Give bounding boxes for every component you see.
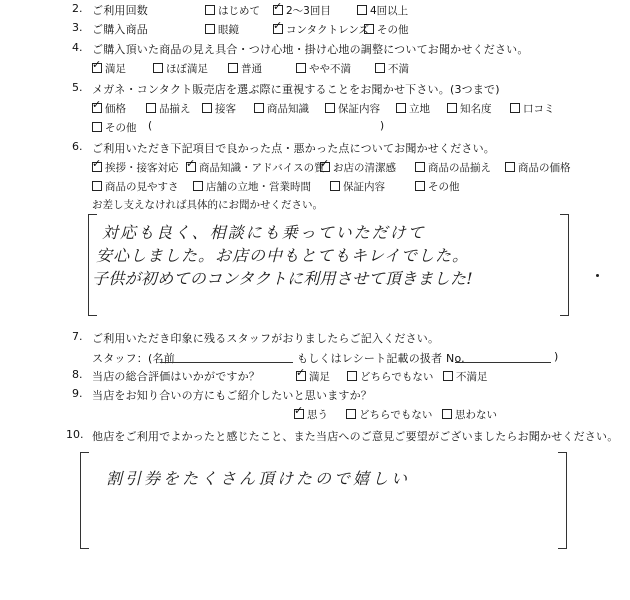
q2-option-second[interactable]: ✓ 2～3回目 xyxy=(273,3,331,18)
checkbox[interactable] xyxy=(346,409,356,419)
q10-text: 他店をご利用でよかったと感じたこと、また当店へのご意見ご要望がございましたらお聞かせください。 xyxy=(92,430,619,443)
q7-number: 7. xyxy=(72,330,83,343)
q6-handwritten-line-2: 安心しました。お店の中もとてもキレイでした。 xyxy=(96,246,470,265)
q8-number: 8. xyxy=(72,368,83,381)
q6-option-other[interactable]: その他 xyxy=(415,179,460,194)
q6-comment-bracket-right xyxy=(560,214,569,316)
checkbox[interactable] xyxy=(92,122,102,132)
checkbox-checked[interactable] xyxy=(273,5,283,15)
q7-text: ご利用いただき印象に残るスタッフがおりましたらご記入ください。 xyxy=(92,332,440,345)
q6-option-price[interactable]: 商品の価格 xyxy=(505,160,571,175)
checkbox-checked[interactable] xyxy=(92,162,102,172)
q2-option-third[interactable]: 4回以上 xyxy=(357,3,408,18)
q6-option-greeting[interactable]: ✓挨拶・接客対応 xyxy=(92,160,179,175)
q8-option-dissatisfied[interactable]: 不満足 xyxy=(443,369,488,384)
q6-option-location[interactable]: 店舗の立地・営業時間 xyxy=(193,179,311,194)
q3-option-contacts[interactable]: ✓ コンタクトレンズ xyxy=(273,22,369,37)
checkbox[interactable] xyxy=(357,5,367,15)
q5-option-price[interactable]: ✓価格 xyxy=(92,101,126,116)
q6-specific-prompt: お差し支えなければ具体的にお聞かせください。 xyxy=(92,199,323,211)
q4-number: 4. xyxy=(72,41,83,54)
q5-text: メガネ・コンタクト販売店を選ぶ際に重視することをお聞かせ下さい。(3つまで) xyxy=(92,83,500,96)
q6-option-visibility[interactable]: 商品の見やすさ xyxy=(92,179,179,194)
checkbox[interactable] xyxy=(510,103,520,113)
checkbox[interactable] xyxy=(146,103,156,113)
checkbox[interactable] xyxy=(205,5,215,15)
q9-option-yes[interactable]: ✓思う xyxy=(294,407,328,422)
q9-option-neutral[interactable]: どちらでもない xyxy=(346,407,432,422)
q9-option-no[interactable]: 思わない xyxy=(442,407,497,422)
q4-option-mostly[interactable]: ほぼ満足 xyxy=(153,61,208,76)
checkbox[interactable] xyxy=(330,181,340,191)
q6-option-cleanliness[interactable]: ✓ お店の清潔感 xyxy=(320,160,396,175)
q4-text: ご購入頂いた商品の見え具合・つけ心地・掛け心地の調整についてお聞かせください。 xyxy=(92,43,529,56)
checkbox-checked[interactable] xyxy=(294,409,304,419)
checkbox[interactable] xyxy=(325,103,335,113)
q5-option-reviews[interactable]: 口コミ xyxy=(510,101,555,116)
checkbox[interactable] xyxy=(415,162,425,172)
q7-receipt-label: もしくはレシート記載の扱者 No. xyxy=(297,352,465,365)
checkbox-checked[interactable] xyxy=(186,162,196,172)
checkbox[interactable] xyxy=(442,409,452,419)
checkbox[interactable] xyxy=(375,63,385,73)
checkbox-checked[interactable] xyxy=(92,63,102,73)
q3-option-other[interactable]: その他 xyxy=(364,22,409,37)
checkbox[interactable] xyxy=(347,371,357,381)
q5-option-location[interactable]: 立地 xyxy=(396,101,430,116)
checkbox[interactable] xyxy=(396,103,406,113)
q9-text: 当店をお知り合いの方にもご紹介したいと思いますか？ xyxy=(92,389,372,402)
q8-text: 当店の総合評価はいかがですか？ xyxy=(92,370,260,383)
q6-handwritten-line-1: 対応も良く、相談にも乗っていただけて xyxy=(102,223,426,242)
q7-receipt-field[interactable] xyxy=(455,362,551,363)
checkbox-checked[interactable] xyxy=(273,24,283,34)
q5-option-brand[interactable]: 知名度 xyxy=(447,101,492,116)
q6-option-selection[interactable]: 商品の品揃え xyxy=(415,160,491,175)
q6-option-warranty[interactable]: 保証内容 xyxy=(330,179,385,194)
checkbox[interactable] xyxy=(205,24,215,34)
q2-option-first[interactable]: はじめて xyxy=(205,3,260,18)
checkbox[interactable] xyxy=(505,162,515,172)
checkbox-checked[interactable] xyxy=(296,371,306,381)
q2-number: 2. xyxy=(72,2,83,15)
q2-text: ご利用回数 xyxy=(92,4,148,17)
q5-option-selection[interactable]: 品揃え xyxy=(146,101,191,116)
checkbox[interactable] xyxy=(296,63,306,73)
q5-other-close-paren: ) xyxy=(380,120,385,132)
checkbox-checked[interactable] xyxy=(320,162,330,172)
q5-option-other[interactable]: その他 xyxy=(92,120,137,135)
checkbox[interactable] xyxy=(228,63,238,73)
checkbox[interactable] xyxy=(447,103,457,113)
q3-option-glasses[interactable]: 眼鏡 xyxy=(205,22,239,37)
checkbox[interactable] xyxy=(443,371,453,381)
q9-number: 9. xyxy=(72,387,83,400)
checkbox[interactable] xyxy=(153,63,163,73)
q4-option-satisfied[interactable]: ✓満足 xyxy=(92,61,126,76)
checkbox[interactable] xyxy=(202,103,212,113)
q6-option-advice[interactable]: ✓ 商品知識・アドバイスの質 xyxy=(186,160,325,175)
q6-number: 6. xyxy=(72,140,83,153)
q5-option-service[interactable]: 接客 xyxy=(202,101,236,116)
q5-other-open-paren: ( xyxy=(148,120,153,132)
q6-handwritten-line-3: 子供が初めてのコンタクトに利用させて頂きました! xyxy=(92,269,473,288)
q5-option-warranty[interactable]: 保証内容 xyxy=(325,101,380,116)
q6-text: ご利用いただき下記項目で良かった点・悪かった点についてお聞かせください。 xyxy=(92,142,495,155)
q7-staff-label: スタッフ：(名前 xyxy=(92,352,175,365)
checkbox[interactable] xyxy=(415,181,425,191)
q3-text: ご購入商品 xyxy=(92,23,148,36)
q5-number: 5. xyxy=(72,81,83,94)
stray-mark xyxy=(596,274,599,277)
q10-comment-bracket-left xyxy=(80,452,89,549)
checkbox[interactable] xyxy=(92,181,102,191)
q4-option-normal[interactable]: 普通 xyxy=(228,61,262,76)
q7-close-paren: ) xyxy=(554,350,559,363)
q4-option-dissatisfied[interactable]: 不満 xyxy=(375,61,409,76)
checkbox[interactable] xyxy=(254,103,264,113)
q3-number: 3. xyxy=(72,21,83,34)
checkbox[interactable] xyxy=(364,24,374,34)
q10-comment-bracket-right xyxy=(558,452,567,549)
q8-option-satisfied[interactable]: ✓ 満足 xyxy=(296,369,330,384)
q5-option-knowledge[interactable]: 商品知識 xyxy=(254,101,309,116)
checkbox-checked[interactable] xyxy=(92,103,102,113)
q4-option-somewhat[interactable]: やや不満 xyxy=(296,61,351,76)
q10-number: 10. xyxy=(66,428,84,441)
checkbox[interactable] xyxy=(193,181,203,191)
q10-handwritten-comment: 割引券をたくさん頂けたので嬉しい xyxy=(106,469,411,488)
q7-name-field[interactable] xyxy=(160,362,293,363)
q8-option-neutral[interactable]: どちらでもない xyxy=(347,369,433,384)
